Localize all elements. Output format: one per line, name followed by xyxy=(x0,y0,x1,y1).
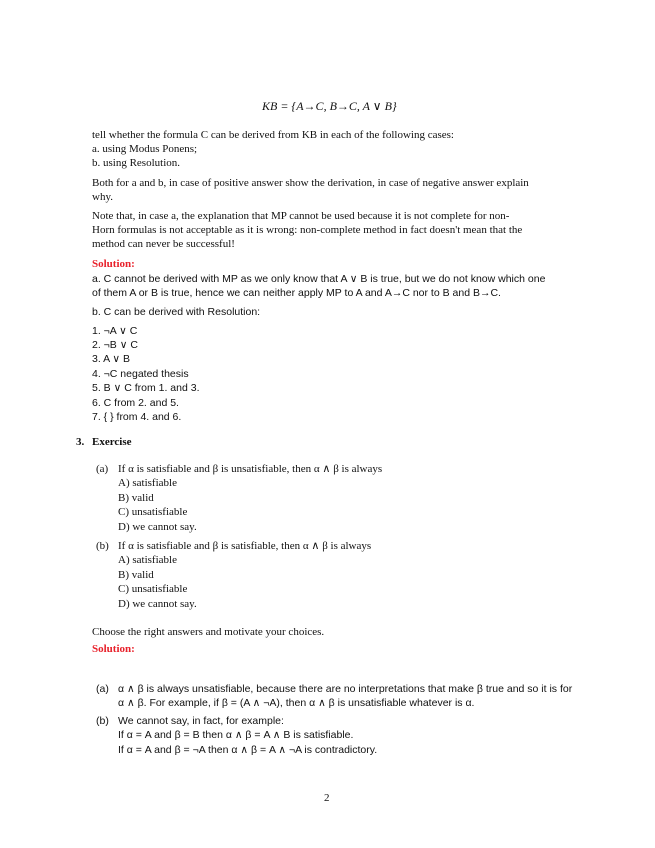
resolution-step: 1. ¬A ∨ C xyxy=(92,325,138,337)
answer-b-line-1: We cannot say, in fact, for example: xyxy=(118,715,284,727)
instruction-line-1: Both for a and b, in case of positive answer show the derivation, in case of negative answer explain xyxy=(92,177,529,189)
solution1-a-line-2: of them A or B is true, hence we can neither apply MP to A and A→C nor to B and B→C. xyxy=(92,287,501,299)
answer-a-line-2: α ∧ β. For example, if β = (A ∧ ¬A), then α ∧ β is unsatisfiable whatever is α. xyxy=(118,697,475,709)
question-a-option: D) we cannot say. xyxy=(118,521,197,533)
resolution-step: 3. A ∨ B xyxy=(92,353,131,365)
note-line-2: Horn formulas is not acceptable as it is wrong: non-complete method in fact doesn't mean that the xyxy=(92,224,523,236)
question-a-option: C) unsatisfiable xyxy=(118,506,188,518)
resolution-step: 6. C from 2. and 5. xyxy=(92,397,179,409)
answer-b-line-3: If α = A and β = ¬A then α ∧ β = A ∧ ¬A is contradictory. xyxy=(118,744,378,756)
intro-case-b: b. using Resolution. xyxy=(92,157,181,169)
question-a-label: (a) xyxy=(96,463,109,475)
solution-heading-1: Solution: xyxy=(92,258,135,270)
question-b-label: (b) xyxy=(96,540,109,552)
kb-formula: KB = {A→C, B→C, A ∨ B} xyxy=(262,99,397,113)
resolution-step: 4. ¬C negated thesis xyxy=(92,368,189,380)
question-a-option: B) valid xyxy=(118,492,154,504)
question-b-text: If α is satisfiable and β is satisfiable, then α ∧ β is always xyxy=(118,540,372,552)
question-b-option: D) we cannot say. xyxy=(118,598,197,610)
solution1-a-line-1: a. C cannot be derived with MP as we only know that A ∨ B is true, but we do not know which one xyxy=(92,273,546,285)
choose-instruction: Choose the right answers and motivate your choices. xyxy=(92,626,325,638)
question-b-option: A) satisfiable xyxy=(118,554,177,566)
resolution-step: 5. B ∨ C from 1. and 3. xyxy=(92,382,200,394)
question-b-option: B) valid xyxy=(118,569,154,581)
question-a-option: A) satisfiable xyxy=(118,477,177,489)
resolution-step: 7. { } from 4. and 6. xyxy=(92,411,182,423)
answer-a-label: (a) xyxy=(96,683,109,695)
answer-b-label: (b) xyxy=(96,715,109,727)
question-b-option: C) unsatisfiable xyxy=(118,583,188,595)
answer-b-line-2: If α = A and β = B then α ∧ β = A ∧ B is satisfiable. xyxy=(118,729,354,741)
note-line-3: method can never be successful! xyxy=(92,238,235,250)
intro-line: tell whether the formula C can be derived from KB in each of the following cases: xyxy=(92,129,454,141)
exercise-number: 3. xyxy=(76,436,85,448)
solution1-b-intro: b. C can be derived with Resolution: xyxy=(92,306,261,318)
note-line-1: Note that, in case a, the explanation that MP cannot be used because it is not complete for non- xyxy=(92,210,510,222)
resolution-step: 2. ¬B ∨ C xyxy=(92,339,138,351)
exercise-title: Exercise xyxy=(92,436,132,448)
question-a-text: If α is satisfiable and β is unsatisfiable, then α ∧ β is always xyxy=(118,463,383,475)
answer-a-line-1: α ∧ β is always unsatisfiable, because there are no interpretations that make β true and so it is for xyxy=(118,683,573,695)
instruction-line-2: why. xyxy=(92,191,113,203)
page-number: 2 xyxy=(324,792,330,804)
solution-heading-2: Solution: xyxy=(92,643,135,655)
intro-case-a: a. using Modus Ponens; xyxy=(92,143,198,155)
